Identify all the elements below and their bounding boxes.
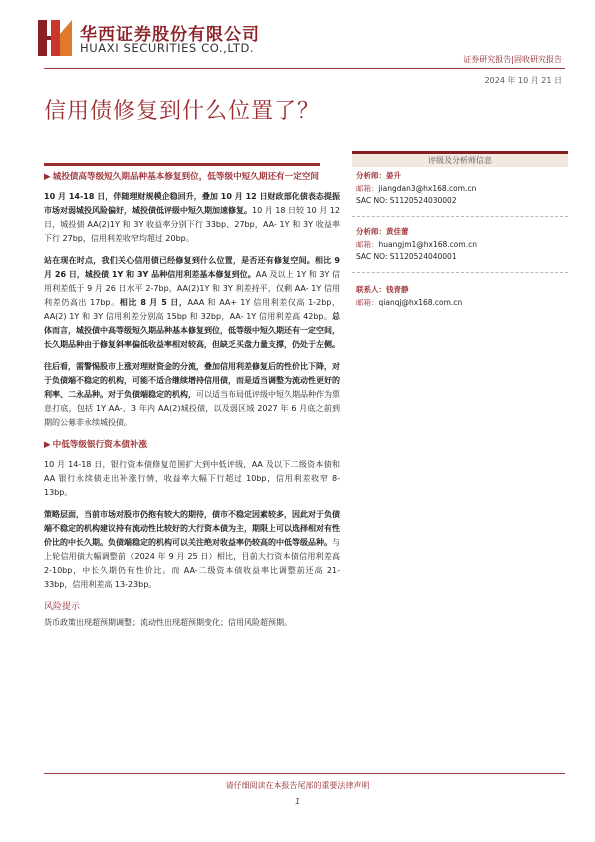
risk-heading: 风险提示 <box>44 602 81 612</box>
section-heading-2: ▶ 中低等级银行资本债补涨 <box>44 440 148 450</box>
contact-email[interactable]: qianqj@hx168.com.cn <box>378 297 463 307</box>
sac-number: SAC NO: S1120524040001 <box>356 252 457 261</box>
contact-name: 钱青静 <box>386 285 409 294</box>
company-logo <box>38 20 72 56</box>
divider <box>352 216 568 217</box>
report-date: 2024 年 10 月 21 日 <box>484 76 562 85</box>
paragraph: 10 月 14-18 日，伴随理财规模企稳回升，叠加 10 月 12 日财政部化债表态提振市场对弱城投风险偏好，城投债低评级中短久期加速修复。10 月 18 日较 10 月 12 日，城投债 AA(2)1Y 和 3Y 收益率分别下行 33bp、27bp，AA- 1Y 和 3Y 收益率下行 27bp，信用利差收窄均超过 20bp。 <box>44 192 340 243</box>
arrow-icon: ▶ <box>44 172 51 182</box>
analyst-email[interactable]: huangjm1@hx168.com.cn <box>378 239 477 249</box>
header-divider <box>44 68 565 69</box>
analyst-name: 黄佳蕾 <box>386 227 409 236</box>
analyst-box-title: 评级及分析师信息 <box>352 154 568 167</box>
risk-text: 货币政策出现超预期调整；流动性出现超预期变化；信用风险超预期。 <box>44 618 292 627</box>
analyst-info: 分析师：晏升 邮箱：jiangdan3@hx168.com.cn SAC NO: S1120524030002 <box>356 170 476 208</box>
company-name-cn: 华西证券股份有限公司 <box>80 25 260 45</box>
paragraph: 站在现在时点，我们关心信用债已经修复到什么位置，是否还有修复空间。相比 9 月 26 日，城投债 1Y 和 3Y 品种信用利差基本修复到位。AA 及以上 1Y 和 3Y 信用利差低于 9 月 26 日水平 2-7bp，AA(2)1Y 和 3Y 利差持平，仅剩 AA- 1Y 信用利差仍高出 17bp。相比 8 月 5 日，AAA 和 AA+ 1Y 信用利差仅高 1-2bp，AA(2) 1Y 和 3Y 信用利差分别高 15bp 和 32bp，AA- 1Y 信用利差高 42bp。总体而言，城投债中高等级短久期品种基本修复到位，低等级中短久期还有一定空间，长久期品种由于修复斜率偏低收益率相对较高，但缺乏买盘力量支撑，仍处于左侧。 <box>44 256 340 349</box>
report-category: 证券研究报告|固收研究报告 <box>463 55 562 64</box>
paragraph: 往后看，需警惕股市上涨对理财资金的分流，叠加信用利差修复后的性价比下降，对于负债端不稳定的机构，可能不适合继续增持信用债，而是适当调整为流动性更好的利率、二永品种。对于负债端稳定的机构，可以适当布局低评级中短久期品种作为票息打底，包括 1Y AA-、3 年内 AA(2)城投债，以及弱区域 2027 年 6 月底之前到期的公募非永续城投债。 <box>44 362 340 427</box>
main-content <box>44 170 340 638</box>
footer-divider <box>44 773 565 774</box>
report-title: 信用债修复到什么位置了？ <box>44 99 321 124</box>
contact-info: 联系人：钱青静 邮箱：qianqj@hx168.com.cn <box>356 285 463 307</box>
sac-number: SAC NO: S1120524030002 <box>356 196 457 205</box>
section-top-rule <box>44 163 320 166</box>
analyst-info: 分析师：黄佳蕾 邮箱：huangjm1@hx168.com.cn SAC NO: S1120524040001 <box>356 226 477 264</box>
company-name-en: HUAXI SECURITIES CO.,LTD. <box>80 41 255 55</box>
analyst-name: 晏升 <box>386 171 401 180</box>
section-heading-1: ▶ 城投债高等级短久期品种基本修复到位，低等级中短久期还有一定空间 <box>44 172 320 182</box>
analyst-email[interactable]: jiangdan3@hx168.com.cn <box>378 183 477 193</box>
page-number: 1 <box>294 797 301 806</box>
paragraph: 10 月 14-18 日，银行资本债修复范围扩大到中低评级，AA 及以下二级资本债和 AA 银行永续债走出补涨行情，收益率大幅下行超过 10bp，信用利差收窄 8-13bp。 <box>44 460 340 497</box>
legal-notice: 请仔细阅读在本报告尾部的重要法律声明 <box>225 781 370 790</box>
divider <box>352 272 568 273</box>
arrow-icon: ▶ <box>44 440 51 450</box>
paragraph: 策略层面，当前市场对股市仍抱有较大的期待，债市不稳定因素较多，因此对于负债端不稳定的机构建议持有流动性比较好的大行资本债为主，期限上可以选择相对有性价比的中长久期。负债端稳定的机构可以关注绝对收益率仍较高的中低等级品种。与上轮信用债大幅调整前（2024 年 9 月 25 日）相比，目前大行资本债信用利差高 2-10bp，中长久期仍有性价比。而 AA-二级资本债收益率比调整前还高 21-33bp，信用利差高 13-23bp。 <box>44 510 340 589</box>
